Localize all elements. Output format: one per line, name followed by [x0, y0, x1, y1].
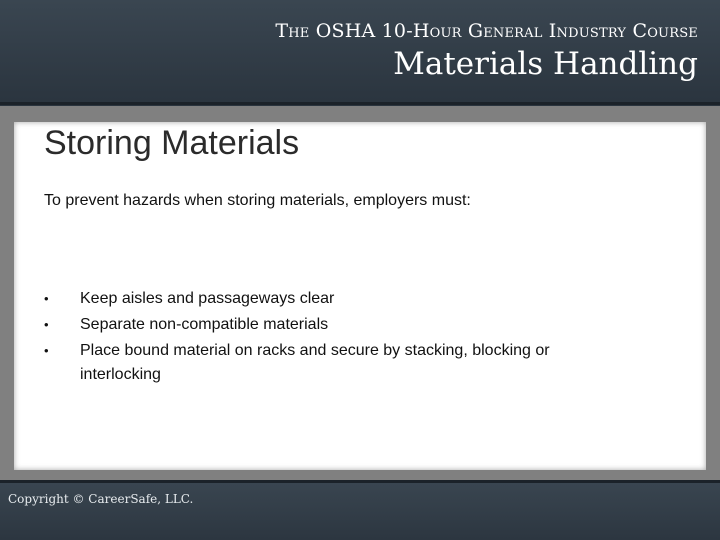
course-title: The OSHA 10-Hour General Industry Course: [275, 20, 698, 42]
copyright-text: Copyright © CareerSafe, LLC.: [8, 492, 194, 506]
intro-text: To prevent hazards when storing materials, employers must:: [44, 192, 471, 209]
header-banner: [0, 0, 720, 106]
bullet-list: [44, 287, 604, 389]
bullet-item: [44, 313, 604, 337]
bullet-icon: •: [44, 343, 49, 358]
bullet-icon: •: [44, 291, 49, 306]
bullet-text: Place bound material on racks and secure by stacking, blocking or interlocking: [80, 342, 550, 383]
bullet-text: Keep aisles and passageways clear: [80, 290, 335, 307]
bullet-text: Separate non-compatible materials: [80, 316, 329, 333]
footer-divider: [0, 480, 720, 483]
module-title: Materials Handling: [393, 46, 698, 82]
header-divider: [0, 102, 720, 105]
bullet-item: [44, 287, 604, 311]
footer-bar: [0, 480, 720, 540]
bullet-item: [44, 339, 604, 387]
slide-title: Storing Materials: [44, 124, 300, 162]
bullet-icon: •: [44, 317, 49, 332]
slide-content: [14, 122, 706, 470]
